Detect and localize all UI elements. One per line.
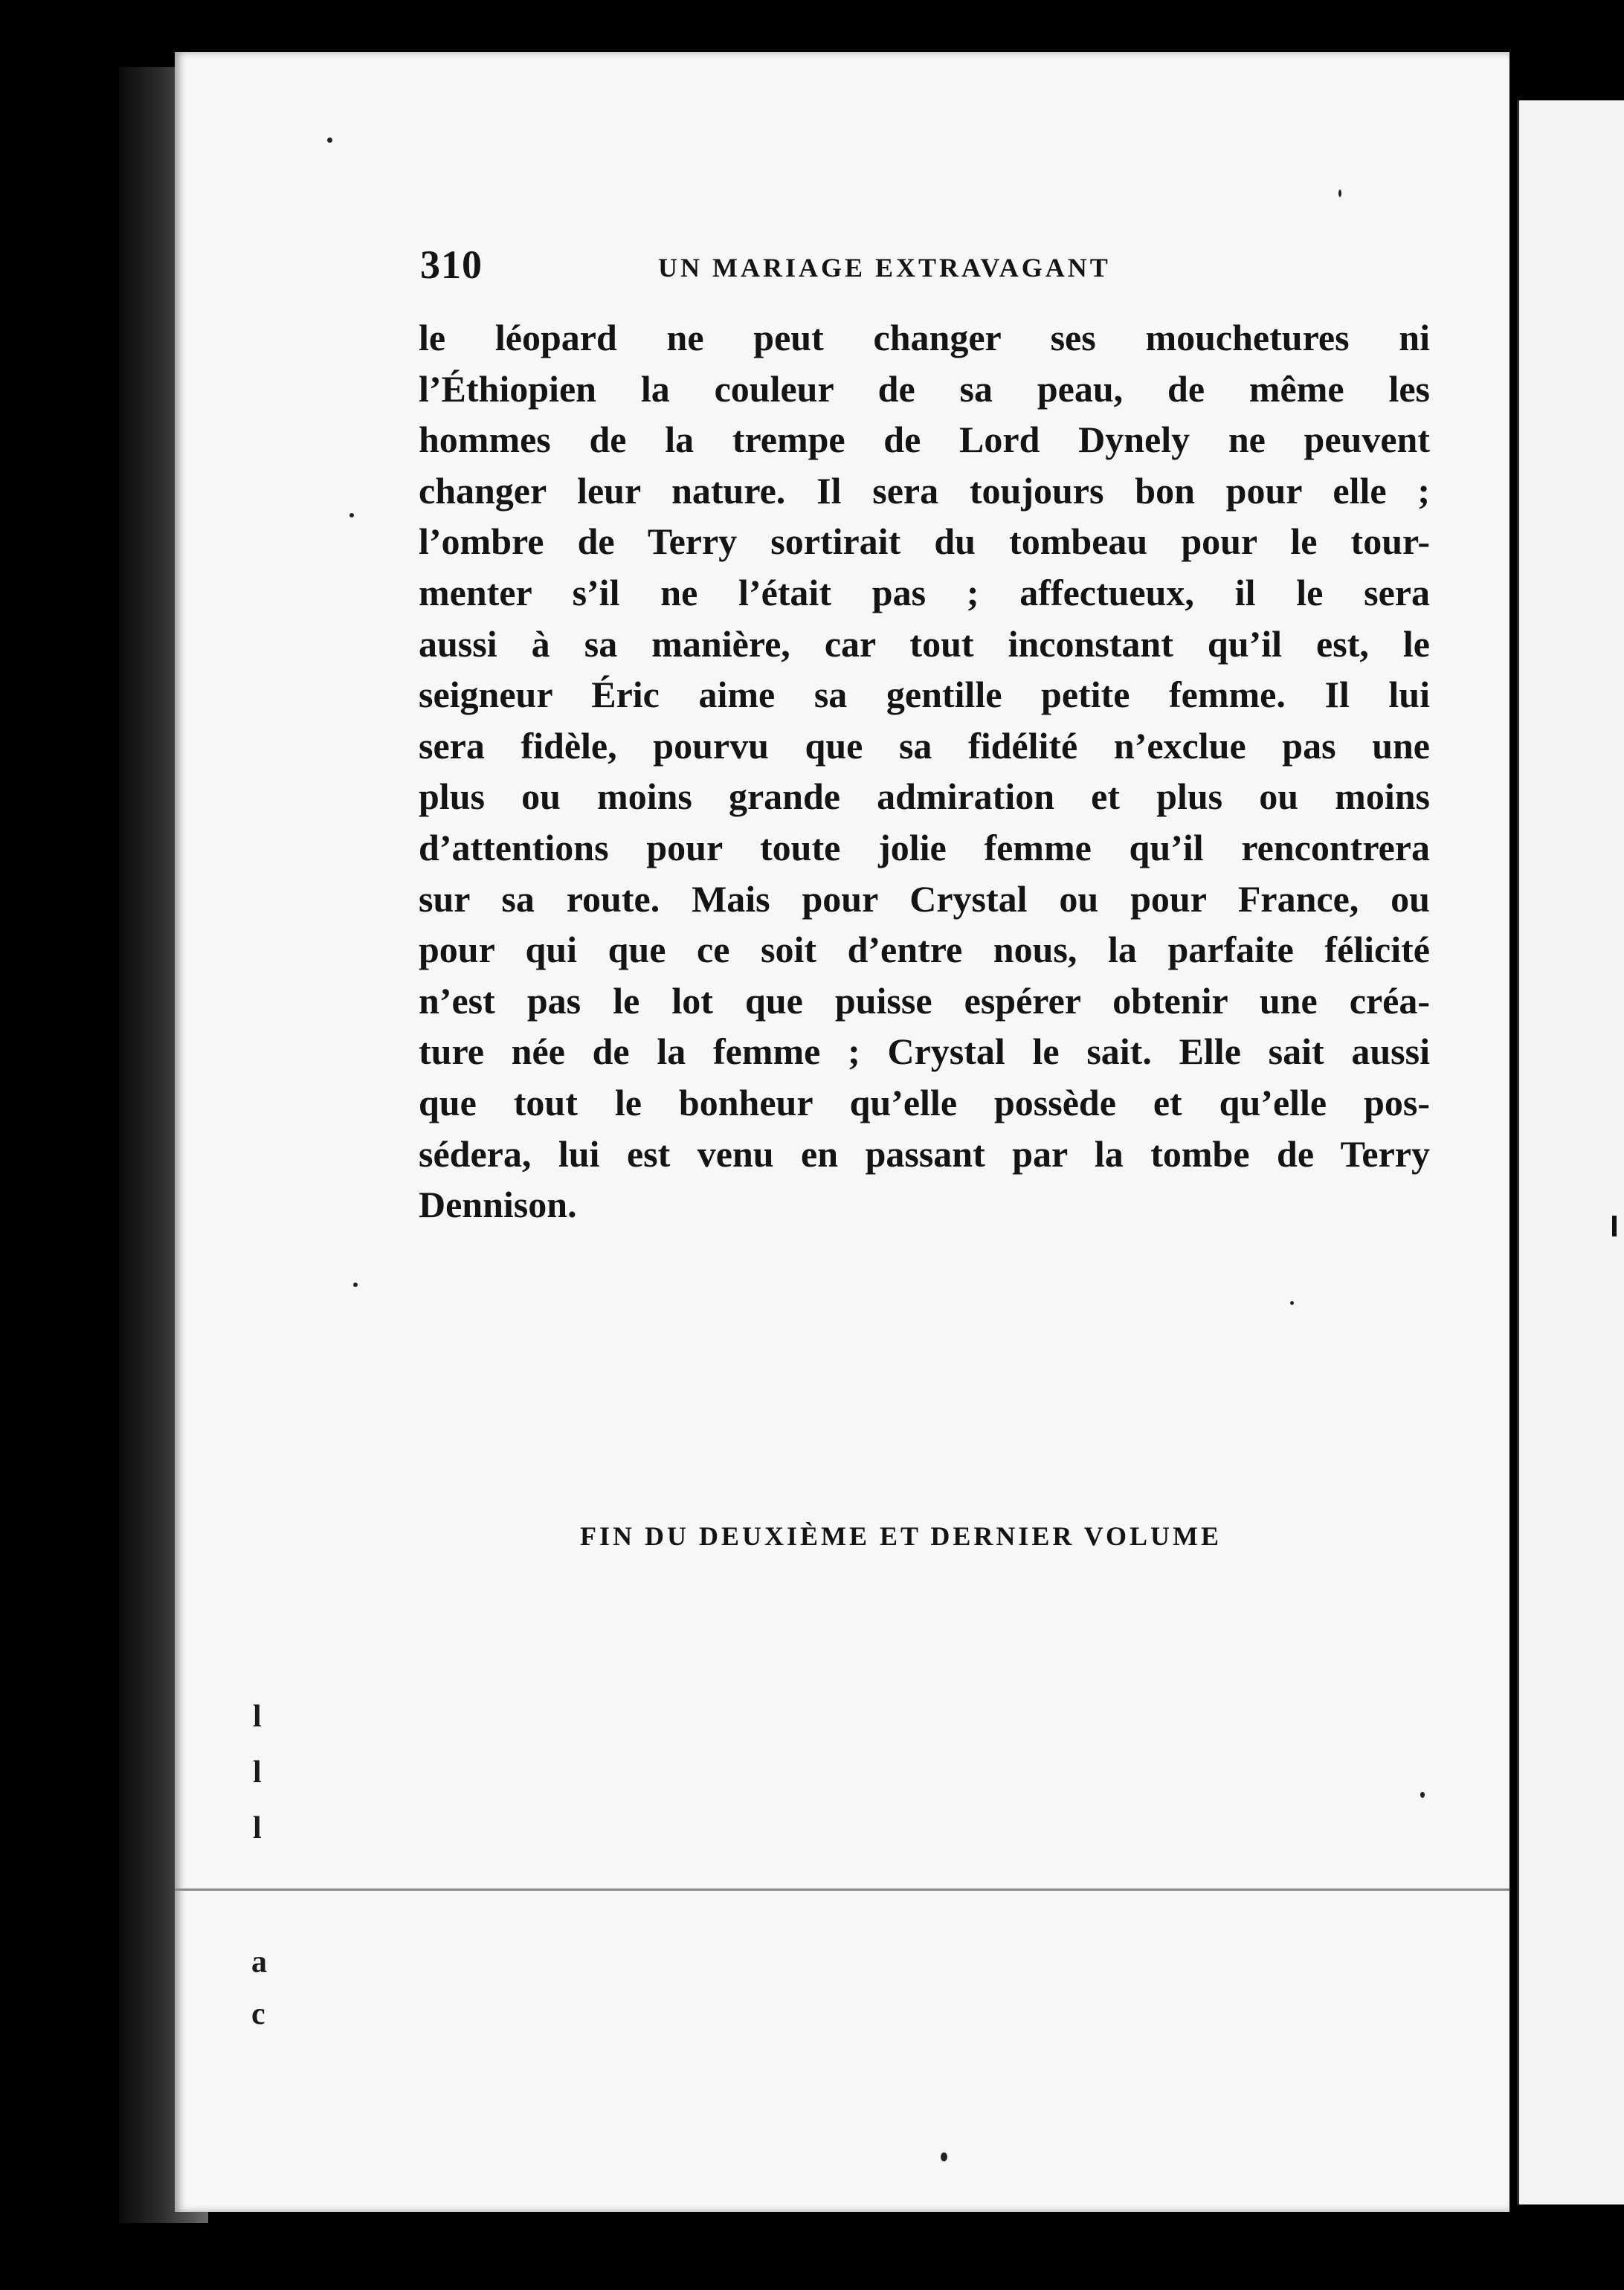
text-line: menter s’il ne l’était pas ; affectueux, il le sera	[419, 571, 1430, 613]
scan-speck	[327, 138, 332, 143]
text-line: d’attentions pour toute jolie femme qu’il rencontrera	[419, 826, 1430, 868]
scan-fold-line	[175, 1889, 1509, 1891]
scan-speck	[349, 513, 354, 517]
scan-speck	[941, 2152, 947, 2161]
text-line: pour qui que ce soit d’entre nous, la parfaite félicité	[419, 929, 1430, 971]
text-line: hommes de la trempe de Lord Dynely ne peuvent	[419, 419, 1430, 461]
text-line: sur sa route. Mais pour Crystal ou pour France, ou	[419, 877, 1430, 920]
running-title: UN MARIAGE EXTRAVAGANT	[658, 253, 1111, 283]
scan-speck	[353, 1283, 358, 1287]
facing-page-edge	[1517, 100, 1624, 2204]
text-line: que tout le bonheur qu’elle possède et qu’elle pos-	[419, 1081, 1430, 1123]
margin-glyph: l	[253, 1700, 262, 1734]
body-paragraph	[419, 312, 1430, 1231]
text-line: changer leur nature. Il sera toujours bon pour elle ;	[419, 469, 1430, 512]
text-line: le léopard ne peut changer ses mouchetures ni	[419, 317, 1430, 358]
facing-page-mark	[1612, 1216, 1617, 1236]
margin-glyph: l	[253, 1811, 262, 1845]
page-number: 310	[420, 242, 483, 287]
text-line: ture née de la femme ; Crystal le sait. Elle sait aussi	[419, 1030, 1430, 1073]
scan-speck	[1338, 190, 1341, 197]
text-line: seigneur Éric aime sa gentille petite femme. Il lui	[419, 674, 1430, 716]
text-line: sédera, lui est venu en passant par la tombe de Terry	[419, 1132, 1430, 1175]
margin-glyph: c	[251, 1997, 265, 2031]
scan-speck	[1290, 1301, 1294, 1305]
margin-glyph: a	[251, 1945, 267, 1979]
text-line: l’ombre de Terry sortirait du tombeau pour le tour-	[419, 520, 1430, 563]
text-line: plus ou moins grande admiration et plus ou moins	[419, 775, 1430, 818]
scan-speck	[1420, 1792, 1425, 1798]
text-line: l’Éthiopien la couleur de sa peau, de même les	[419, 367, 1430, 410]
text-line: aussi à sa manière, car tout inconstant qu’il est, le	[419, 622, 1430, 665]
text-line: Dennison.	[419, 1184, 577, 1226]
margin-glyph: l	[253, 1755, 262, 1790]
running-header	[242, 242, 1260, 294]
text-line: sera fidèle, pourvu que sa fidélité n’exclue pas une	[419, 724, 1430, 767]
end-of-volume-note: FIN DU DEUXIÈME ET DERNIER VOLUME	[580, 1521, 1222, 1551]
text-line: n’est pas le lot que puisse espérer obtenir une créa-	[419, 979, 1430, 1022]
